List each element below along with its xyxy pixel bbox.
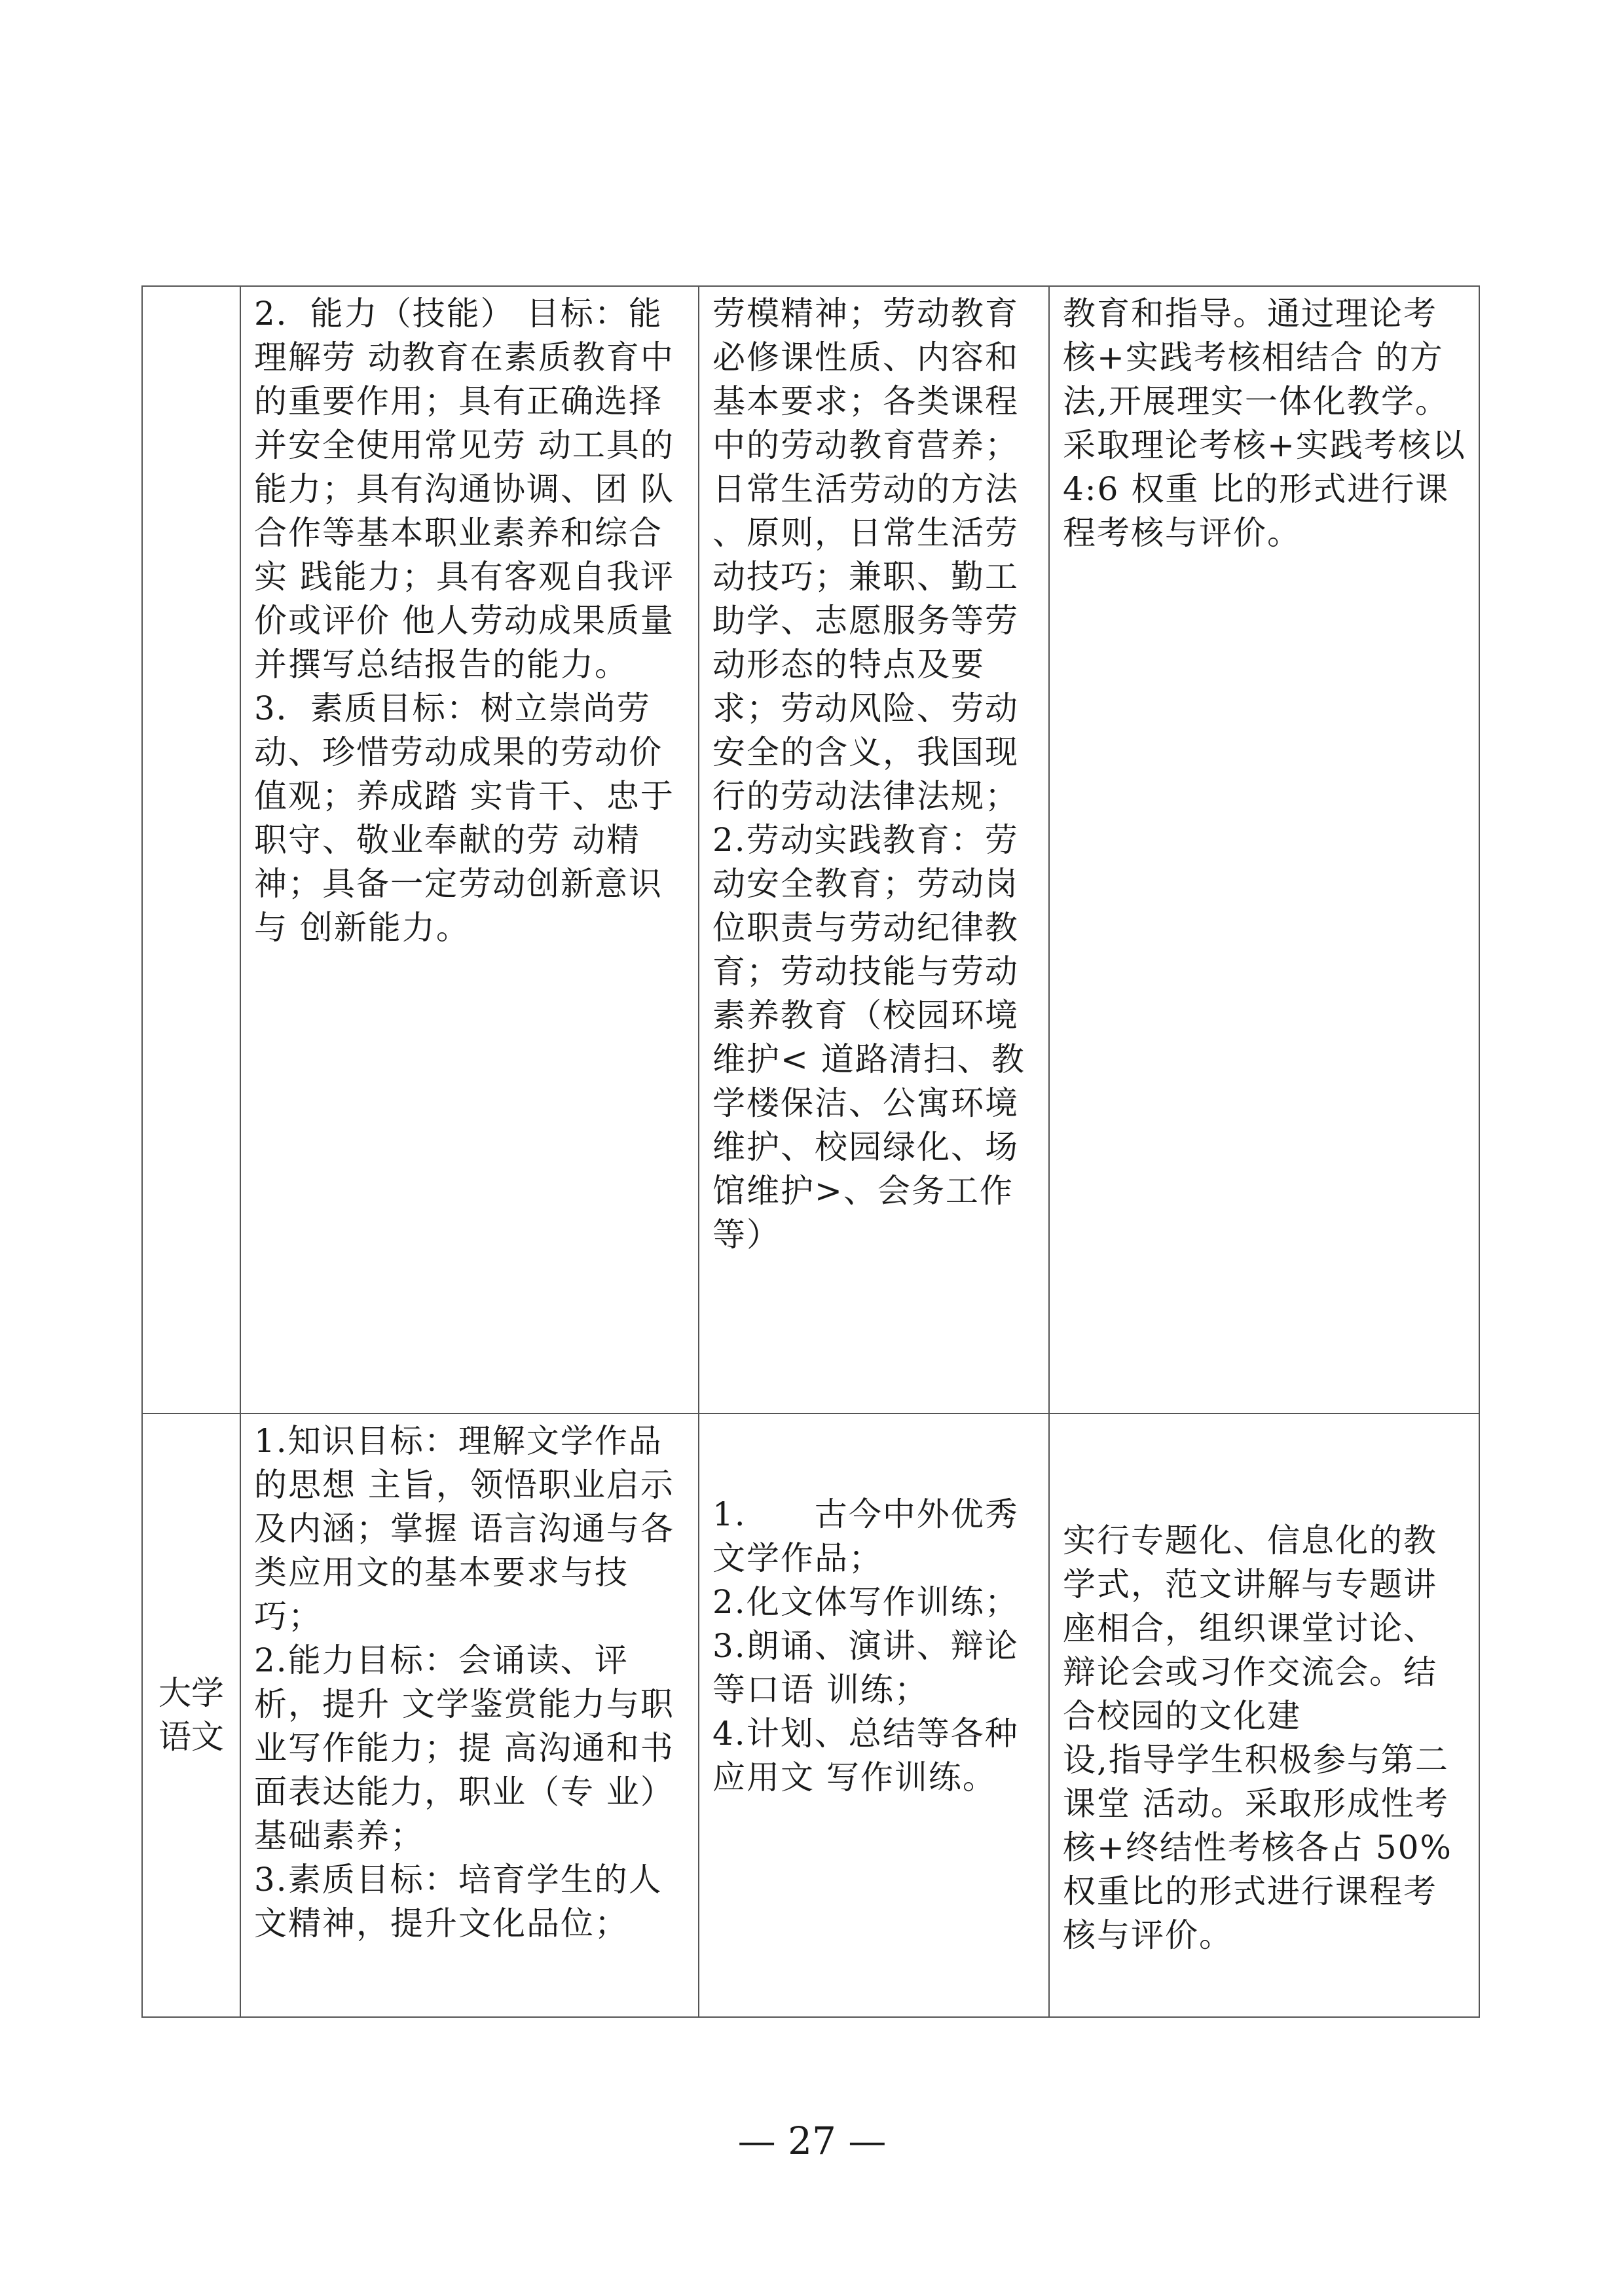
content-paragraph: 3.朗诵、演讲、辩论等口语 训练； [712,1627,1019,1709]
goals-cell [240,286,699,1413]
content-cell [699,286,1049,1413]
goal-paragraph: 3.素质目标：培育学生的人文精神，提升文化品位； [254,1861,663,1942]
content-paragraph: 4.计划、总结等各种应用文 写作训练。 [712,1715,1019,1796]
content-paragraph: 2.化文体写作训练； [712,1583,1019,1621]
method-cell [1049,286,1479,1413]
course-table [141,285,1480,2018]
method-paragraph: 设,指导学生积极参与第二课堂 活动。采取形成性考核+终结性考核各占 50%权重比的形式进行课程考核与评价。 [1063,1741,1452,1954]
table-row [142,1413,1479,2017]
content-paragraph: 2.劳动实践教育：劳动安全教育；劳动岗位职责与劳动纪律教育；劳动技能与劳动素养教育（校园环境维护< 道路清扫、教学楼保洁、公寓环境维护、校园绿化、场馆维护>、会务工作等） [712,821,1025,1254]
goal-paragraph: 2.能力目标：会诵读、评析，提升 文学鉴赏能力与职业写作能力；提 高沟通和书面表达能力，职业（专 业）基础素养； [254,1641,674,1855]
goals-cell [240,1413,699,2017]
course-name-cell [142,1413,240,2017]
method-cell [1049,1413,1479,2017]
goal-paragraph: 1.知识目标：理解文学作品的思想 主旨，领悟职业启示及内涵；掌握 语言沟通与各类应用文的基本要求与技巧； [254,1422,674,1635]
table-row [142,286,1479,1413]
content-cell [699,1413,1049,2017]
method-paragraph: 教育和指导。通过理论考核+实践考核相结合 的方法,开展理实一体化教学。采取理论考核+实践考核以 4:6 权重 比的形式进行课程考核与评价。 [1063,295,1466,552]
content-paragraph: 1. 古今中外优秀文学作品； [712,1495,1019,1577]
goal-paragraph: 2．能力（技能） 目标：能理解劳 动教育在素质教育中的重要作用；具有正确选择并安全使用常见劳 动工具的能力；具有沟通协调、团 队合作等基本职业素养和综合实 践能力；具有客观自我评价或评价 他人劳动成果质量并撰写总结报告的能力。 [254,295,674,683]
page-number: — 27 — [737,2119,887,2163]
goal-paragraph: 3．素质目标：树立崇尚劳动、珍惜劳动成果的劳动价值观；养成踏 实肯干、忠于职守、敬业奉献的劳 动精神；具备一定劳动创新意识与 创新能力。 [254,689,674,947]
content-paragraph: 劳模精神；劳动教育必修课性质、内容和基本要求；各类课程中的劳动教育营养；日常生活劳动的方法 、原则，日常生活劳动技巧；兼职、勤工助学、志愿服务等劳动形态的特点及要求；劳动风险、劳动安全的含义，我国现行的劳动法律法规； [712,295,1019,815]
course-name: 大学语文 [158,1674,224,1756]
course-name-cell [142,286,240,1413]
method-paragraph: 实行专题化、信息化的教学式，范文讲解与专题讲座相合，组织课堂讨论、辩论会或习作交流会。结合校园的文化建 [1063,1522,1437,1735]
